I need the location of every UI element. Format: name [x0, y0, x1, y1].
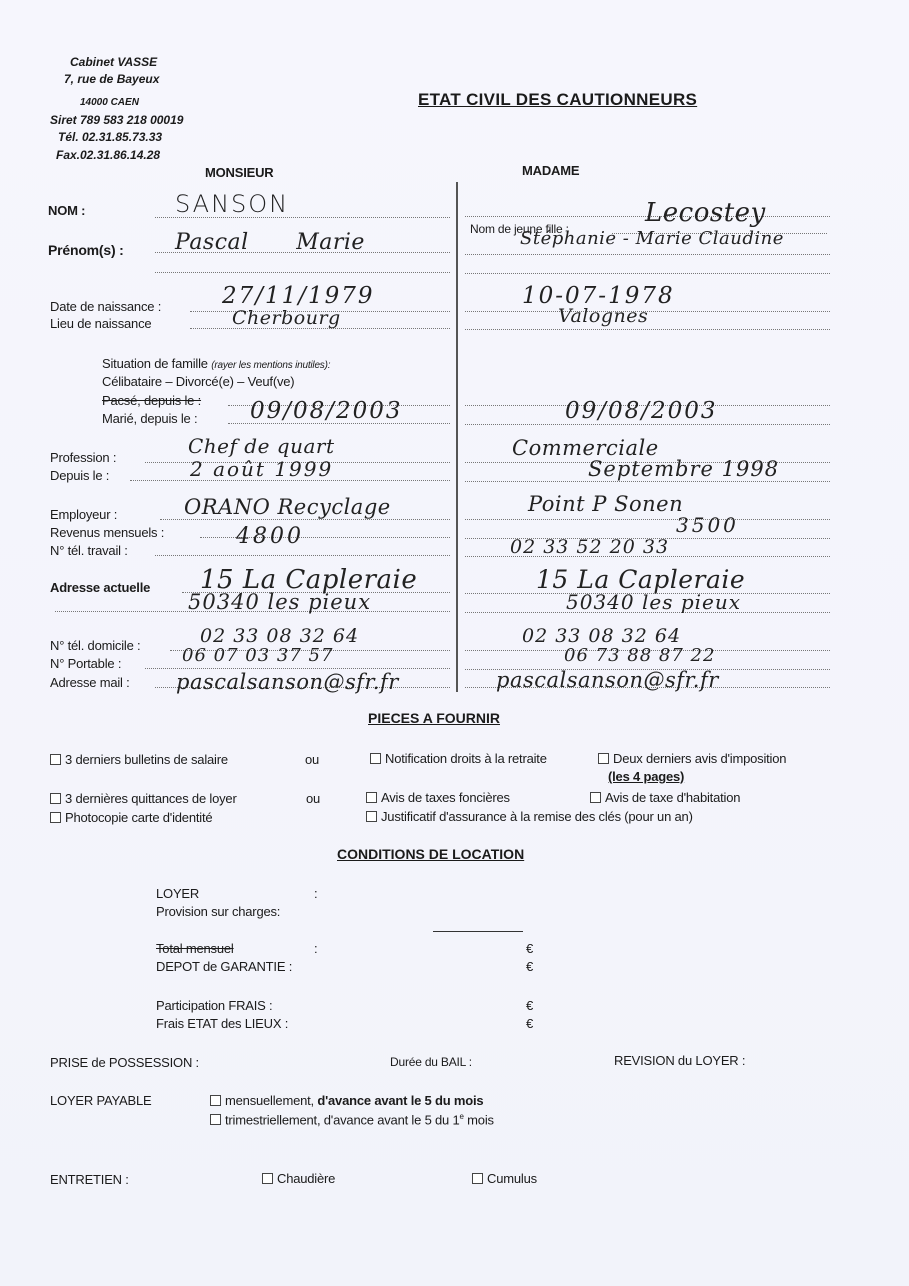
line — [145, 668, 450, 669]
label-loyer: LOYER — [156, 886, 200, 901]
euro-total: € — [526, 941, 534, 956]
checkbox-icon[interactable] — [210, 1114, 221, 1125]
madame-profession[interactable]: Commerciale — [512, 436, 659, 460]
madame-revenus[interactable]: 3500 — [676, 513, 739, 537]
monsieur-profession[interactable]: Chef de quart — [188, 434, 335, 458]
agency-city: 14000 CAEN — [80, 97, 139, 108]
label-participation: Participation FRAIS : — [156, 998, 273, 1013]
label-loyer-payable: LOYER PAYABLE — [50, 1093, 152, 1108]
monsieur-nom[interactable]: SANSON — [175, 190, 290, 218]
option-chaudiere[interactable]: Chaudière — [262, 1171, 335, 1186]
checkbox-icon[interactable] — [366, 811, 377, 822]
line — [465, 481, 830, 482]
monsieur-date-naissance[interactable]: 27/11/1979 — [222, 283, 375, 309]
checkbox-icon[interactable] — [370, 753, 381, 764]
line — [160, 519, 450, 520]
label-date-naissance: Date de naissance : — [50, 299, 162, 314]
checkbox-icon[interactable] — [50, 812, 61, 823]
piece-imposition-note: (les 4 pages) — [608, 769, 685, 784]
piece-ou-2: ou — [306, 791, 321, 806]
label-frais-etat: Frais ETAT des LIEUX : — [156, 1016, 289, 1031]
agency-fax: Fax.02.31.86.14.28 — [56, 148, 161, 162]
label-mail: Adresse mail : — [50, 675, 130, 690]
page-title: ETAT CIVIL DES CAUTIONNEURS — [418, 90, 698, 109]
monsieur-lieu-naissance[interactable]: Cherbourg — [232, 307, 341, 329]
option-mensuel[interactable]: mensuellement, d'avance avant le 5 du mois — [210, 1093, 483, 1108]
piece-quittances[interactable]: 3 dernières quittances de loyer — [50, 791, 237, 806]
checkbox-icon[interactable] — [50, 754, 61, 765]
monsieur-portable[interactable]: 06 07 03 37 57 — [182, 645, 334, 666]
piece-retraite[interactable]: Notification droits à la retraite — [370, 751, 547, 766]
label-prenoms: Prénom(s) : — [48, 242, 124, 258]
label-situation: Situation de famille (rayer les mentions inutiles): — [102, 356, 331, 371]
label-nom: NOM : — [48, 203, 86, 218]
agency-name: Cabinet VASSE — [70, 55, 158, 69]
total-colon: : — [314, 941, 318, 956]
line — [465, 273, 830, 274]
label-tel-travail: N° tél. travail : — [50, 543, 128, 558]
madame-nom-jeune-fille[interactable]: Lecostey — [645, 198, 766, 228]
conditions-title: CONDITIONS DE LOCATION — [337, 846, 525, 862]
monsieur-adresse-2[interactable]: 50340 les pieux — [188, 590, 372, 614]
madame-lieu-naissance[interactable]: Valognes — [558, 305, 649, 327]
line — [465, 424, 830, 425]
line — [465, 519, 830, 520]
monsieur-marie-depuis[interactable]: 09/08/2003 — [250, 398, 403, 424]
madame-employeur[interactable]: Point P Sonen — [528, 492, 684, 516]
label-marie: Marié, depuis le : — [102, 411, 198, 426]
checkbox-icon[interactable] — [210, 1095, 221, 1106]
label-pacse: Pacsé, depuis le : — [102, 393, 202, 408]
monsieur-revenus[interactable]: 4800 — [236, 524, 304, 549]
loyer-colon: : — [314, 886, 318, 901]
euro-participation: € — [526, 998, 534, 1013]
label-portable: N° Portable : — [50, 656, 122, 671]
line — [465, 254, 830, 255]
checkbox-icon[interactable] — [50, 793, 61, 804]
checkbox-icon[interactable] — [472, 1173, 483, 1184]
madame-prenoms[interactable]: Stéphanie - Marie Claudine — [520, 228, 784, 249]
piece-imposition[interactable]: Deux derniers avis d'imposition — [598, 751, 786, 766]
monsieur-tel-domicile[interactable]: 02 33 08 32 64 — [200, 625, 360, 647]
madame-tel-travail[interactable]: 02 33 52 20 33 — [510, 536, 670, 558]
euro-depot: € — [526, 959, 534, 974]
checkbox-icon[interactable] — [598, 753, 609, 764]
monsieur-mail[interactable]: pascalsanson@sfr.fr — [176, 670, 399, 694]
label-situation-options: Célibataire – Divorcé(e) – Veuf(ve) — [102, 374, 295, 389]
madame-tel-domicile[interactable]: 02 33 08 32 64 — [522, 625, 682, 647]
option-cumulus[interactable]: Cumulus — [472, 1171, 537, 1186]
label-total: Total mensuel — [156, 941, 234, 956]
checkbox-icon[interactable] — [366, 792, 377, 803]
label-revenus: Revenus mensuels : — [50, 525, 165, 540]
label-duree-bail: Durée du BAIL : — [390, 1055, 472, 1069]
piece-ou-1: ou — [305, 752, 320, 767]
madame-date-naissance[interactable]: 10-07-1978 — [522, 283, 675, 309]
piece-taxes-foncieres[interactable]: Avis de taxes foncières — [366, 790, 510, 805]
checkbox-icon[interactable] — [590, 792, 601, 803]
euro-frais-etat: € — [526, 1016, 534, 1031]
label-provision: Provision sur charges: — [156, 904, 281, 919]
line — [155, 555, 450, 556]
label-adresse: Adresse actuelle — [50, 580, 151, 595]
label-depuis: Depuis le : — [50, 468, 110, 483]
madame-adresse-1[interactable]: 15 La Capleraie — [536, 565, 746, 594]
checkbox-icon[interactable] — [262, 1173, 273, 1184]
option-trimestriel[interactable]: trimestriellement, d'avance avant le 5 du 1e mois — [210, 1112, 494, 1127]
agency-siret: Siret 789 583 218 00019 — [50, 113, 184, 127]
label-tel-domicile: N° tél. domicile : — [50, 638, 141, 653]
total-separator — [433, 931, 523, 932]
piece-carte-identite[interactable]: Photocopie carte d'identité — [50, 810, 212, 825]
monsieur-depuis[interactable]: 2 août 1999 — [190, 457, 334, 481]
monsieur-adresse-1[interactable]: 15 La Capleraie — [200, 565, 418, 595]
piece-taxe-habitation[interactable]: Avis de taxe d'habitation — [590, 790, 740, 805]
line — [155, 272, 450, 273]
column-divider — [456, 182, 458, 692]
label-prise-possession: PRISE de POSSESSION : — [50, 1055, 199, 1070]
piece-assurance[interactable]: Justificatif d'assurance à la remise des clés (pour un an) — [366, 809, 693, 824]
agency-street: 7, rue de Bayeux — [64, 72, 160, 86]
piece-bulletins[interactable]: 3 derniers bulletins de salaire — [50, 752, 228, 767]
madame-mail[interactable]: pascalsanson@sfr.fr — [496, 668, 719, 692]
label-profession: Profession : — [50, 450, 117, 465]
label-nom-jeune-fille: Nom de jeune fille : — [470, 222, 569, 236]
label-entretien: ENTRETIEN : — [50, 1172, 129, 1187]
label-lieu-naissance: Lieu de naissance — [50, 316, 152, 331]
agency-tel: Tél. 02.31.85.73.33 — [58, 130, 163, 144]
label-employeur: Employeur : — [50, 507, 118, 522]
pieces-title: PIECES A FOURNIR — [368, 710, 500, 726]
column-madame: MADAME — [522, 163, 580, 178]
madame-portable[interactable]: 06 73 88 87 22 — [564, 645, 716, 666]
madame-marie-depuis[interactable]: 09/08/2003 — [565, 398, 718, 424]
column-monsieur: MONSIEUR — [205, 165, 274, 180]
line — [465, 329, 830, 330]
label-depot: DEPOT de GARANTIE : — [156, 959, 293, 974]
monsieur-prenoms[interactable]: Pascal Marie — [175, 230, 365, 255]
madame-depuis[interactable]: Septembre 1998 — [588, 457, 780, 481]
monsieur-employeur[interactable]: ORANO Recyclage — [184, 495, 391, 519]
madame-adresse-2[interactable]: 50340 les pieux — [566, 590, 742, 614]
label-revision: REVISION du LOYER : — [614, 1053, 746, 1068]
